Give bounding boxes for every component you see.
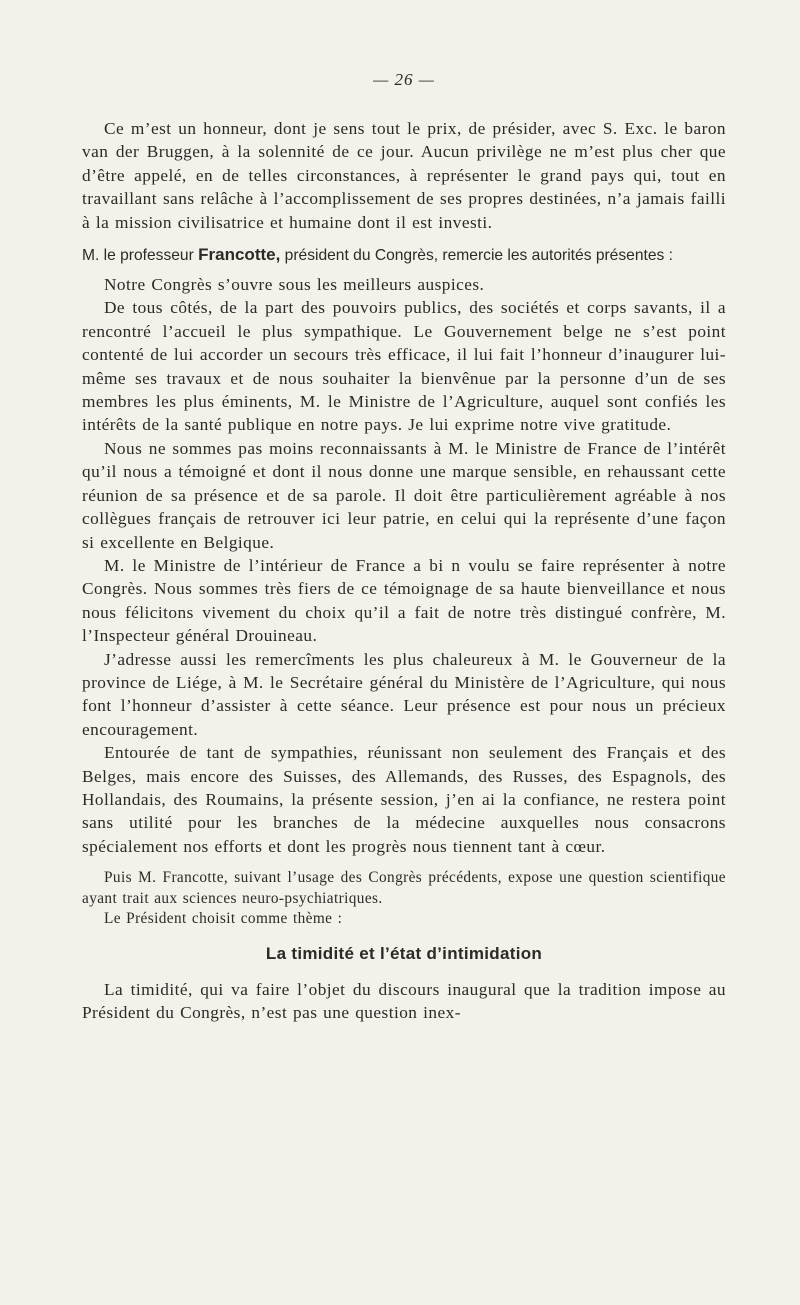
- narration-paragraph: Le Président choisit comme thème :: [104, 910, 343, 928]
- remark-line: [82, 244, 726, 267]
- speech-paragraph: J’adresse aussi les remercîments les plus chaleureux à M. le Gouverneur de la province de Liége, à M. le Secrétaire général du Ministère de l’Agriculture, qui nous font l’honneur d’assister à cette séance. Leur présence est pour nous un précieux encouragement.: [82, 649, 726, 739]
- remark-suffix: président du Congrès, remercie les autorités présentes :: [280, 247, 673, 265]
- section-heading: La timidité et l’état d’intimidation: [265, 943, 543, 963]
- speech-paragraph: De tous côtés, de la part des pouvoirs publics, des sociétés et corps savants, il a rencontré l’accueil le plus sympathique. Le Gouvernement belge ne s’est point contenté de lui accorder un secours très efficace, il lui fait l’honneur d’inaugurer lui-même ses travaux et de nous souhaiter la bienvênue par la personne d’un de ses membres les plus éminents, M. le Ministre de l’Agriculture, auquel sont confiés les intérêts de la santé publique en notre pays. Je lui exprime notre vive gratitude.: [82, 298, 726, 435]
- narration-paragraph: Puis M. Francotte, suivant l’usage des Congrès précédents, expose une question scientifique ayant trait aux sciences neuro-psychiatriques.: [82, 869, 726, 907]
- remark-prefix: M. le professeur: [82, 247, 199, 265]
- closing-paragraph: La timidité, qui va faire l’objet du discours inaugural que la tradition impose au Président du Congrès, n’est pas une question inex-: [82, 979, 726, 1023]
- opening-paragraph: Ce m’est un honneur, dont je sens tout le prix, de présider, avec S. Exc. le baron van der Bruggen, à la solennité de ce jour. Aucun privilège ne m’est plus cher que d’être appelé, en de telles circonstances, à représenter le grand pays qui, tout en travaillant sans relâche à l’accomplissement de ses propres destinées, n’a jamais failli à la mission civilisatrice et humaine dont il est investi.: [82, 119, 726, 232]
- speech-paragraph: Notre Congrès s’ouvre sous les meilleurs auspices.: [104, 275, 485, 295]
- speech-paragraph: Nous ne sommes pas moins reconnaissants à M. le Ministre de France de l’intérêt qu’il nous a témoigné et dont il nous donne une marque sensible, en rehaussant cette réunion de sa présence et de sa parole. Il doit être particulièrement agréable à nos collègues français de retrouver ici leur patrie, en celui qui la représente d’une façon si excellente en Belgique.: [82, 438, 726, 552]
- speech-paragraph: Entourée de tant de sympathies, réunissant non seulement des Français et des Belges, mais encore des Suisses, des Allemands, des Russes, des Espagnols, des Hollandais, des Roumains, la présente session, j’en ai la confiance, ne restera point sans utilité pour les branches de la médecine auxquelles nous consacrons spécialement nos efforts et dont les progrès nous tiennent tant à cœur.: [82, 743, 726, 856]
- narration-block: [82, 868, 726, 930]
- speech-body: [82, 273, 726, 858]
- speech-paragraph: M. le Ministre de l’intérieur de France a bi n voulu se faire représenter à notre Congrès. Nous sommes très fiers de ce témoignage de sa haute bienveillance et nous nous félicitons vivement du choix qu’il a fait de notre très distingué confrère, M. l’Inspecteur général Drouineau.: [82, 555, 726, 646]
- document-page: [82, 70, 726, 1025]
- page-number: — 26 —: [373, 70, 435, 89]
- speaker-name: Francotte,: [198, 245, 281, 265]
